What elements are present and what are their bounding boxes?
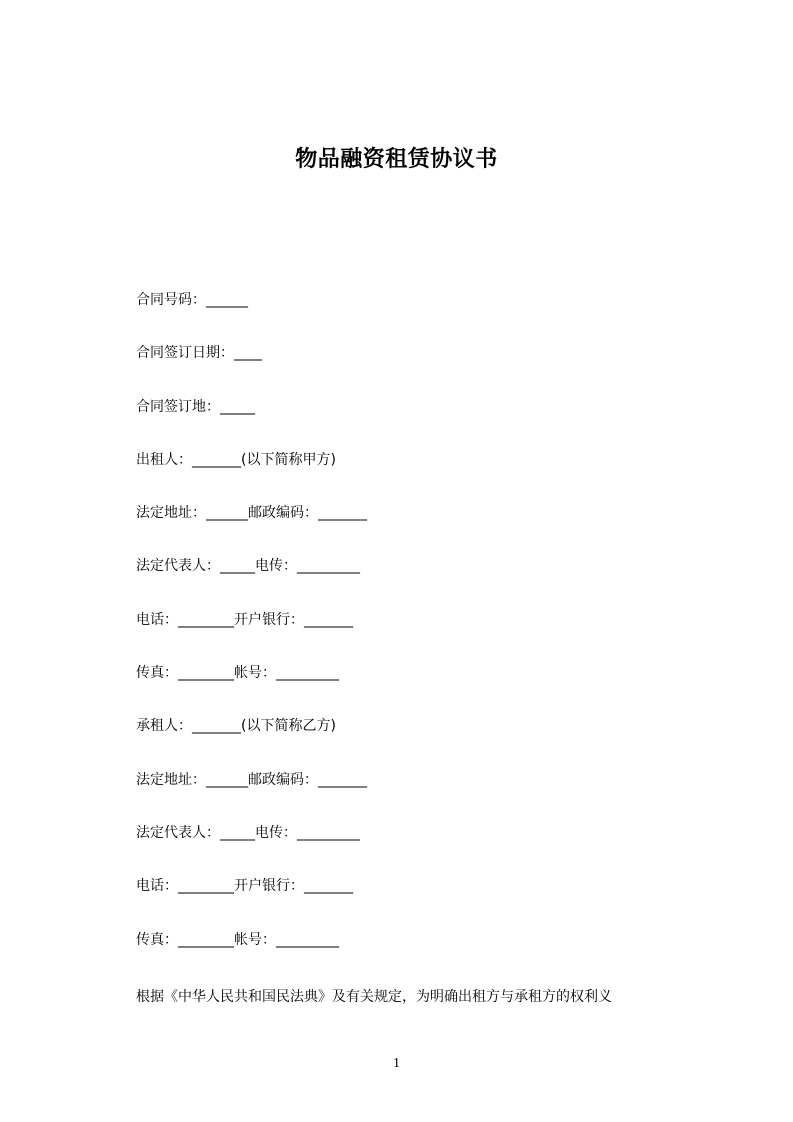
- body-paragraph: 根据《中华人民共和国民法典》及有关规定，为明确出租方与承租方的权利义: [136, 989, 612, 1005]
- lessee-line: 承租人：_______(以下简称乙方): [136, 718, 336, 735]
- document-title: 物品融资租赁协议书: [295, 147, 498, 172]
- lessor-representative-line: 法定代表人：_____电传：_________: [136, 558, 360, 575]
- lessee-representative-line: 法定代表人：_____电传：_________: [136, 824, 360, 841]
- lessee-fax-line: 传真：________帐号：_________: [136, 931, 339, 948]
- signing-place-line: 合同签订地：_____: [136, 398, 255, 415]
- page-number: 1: [393, 1056, 400, 1071]
- contract-fields: [136, 290, 696, 983]
- signing-date-line: 合同签订日期：____: [136, 345, 262, 362]
- lessor-line: 出租人：_______(以下简称甲方): [136, 451, 336, 468]
- lessor-phone-line: 电话：________开户银行：_______: [136, 611, 353, 628]
- lessee-address-line: 法定地址：______邮政编码：_______: [136, 771, 367, 788]
- contract-number-line: 合同号码：______: [136, 292, 248, 308]
- lessor-address-line: 法定地址：______邮政编码：_______: [136, 505, 367, 522]
- lessor-fax-line: 传真：________帐号：_________: [136, 665, 339, 682]
- lessee-phone-line: 电话：________开户银行：_______: [136, 878, 353, 895]
